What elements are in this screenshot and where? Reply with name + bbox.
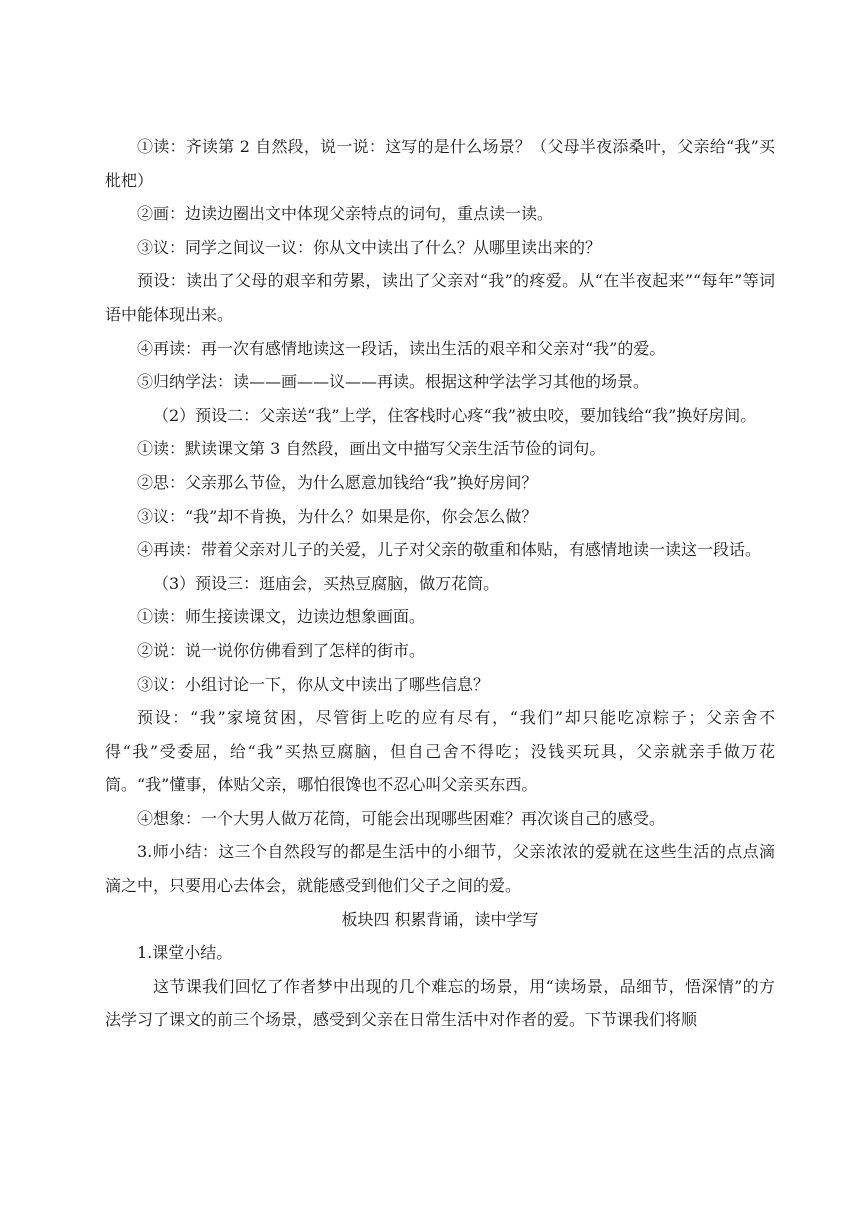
paragraph-teacher-summary: 3.师小结：这三个自然段写的都是生活中的小细节，父亲浓浓的爱就在这些生活的点点滴滴之中，只要用心去体会，就能感受到他们父子之间的爱。	[105, 842, 775, 896]
paragraph-discuss-2: ③议：“我”却不肯换，为什么？如果是你，你会怎么做？	[137, 506, 538, 526]
paragraph-discuss: ③议：同学之间议一议：你从文中读出了什么？从哪里读出来的？	[137, 237, 602, 257]
paragraph-preset-2: （2）预设二：父亲送“我”上学，住客栈时心疼“我”被虫咬，要加钱给“我”换好房间。	[153, 405, 757, 425]
paragraph-draw: ②画：边读边圈出文中体现父亲特点的词句，重点读一读。	[137, 204, 554, 224]
paragraph-read-scene-3: ①读：默读课文第 3 自然段，画出文中描写父亲生活节俭的词句。	[137, 439, 606, 459]
paragraph-imagine: ④想象：一个大男人做万花筒，可能会出现哪些困难？再次谈自己的感受。	[137, 808, 666, 828]
paragraph-preset-answer-3: 预设：“我”家境贫困，尽管街上吃的应有尽有，“我们”却只能吃凉粽子；父亲舍不得“我”受委屈，给“我”买热豆腐脑，但自己舍不得吃；没钱买玩具，父亲就亲手做万花筒。“我”懂事，体贴父亲，哪怕很馋也不忍心叫父亲买东西。	[105, 708, 775, 795]
paragraph-reread: ④再读：再一次有感情地读这一段话，读出生活的艰辛和父亲对“我”的爱。	[137, 338, 666, 358]
paragraph-lesson-recap: 这节课我们回忆了作者梦中出现的几个难忘的场景，用“读场景，品细节，悟深情”的方法学习了课文的前三个场景，感受到父亲在日常生活中对作者的爱。下节课我们将顺	[105, 976, 775, 1030]
paragraph-say: ②说：说一说你仿佛看到了怎样的街市。	[137, 640, 426, 660]
section-heading: 板块四 积累背诵，读中学写	[341, 909, 539, 929]
paragraph-read-scene-2: ①读：齐读第 2 自然段，说一说：这写的是什么场景？（父母半夜添桑叶，父亲给“我”买枇杷）	[105, 137, 775, 190]
paragraph-method-summary: ⑤归纳学法：读——画——议——再读。根据这种学法学习其他的场景。	[137, 372, 650, 392]
paragraph-class-summary: 1.课堂小结。	[137, 943, 233, 963]
paragraph-preset-3: （3）预设三：逛庙会，买热豆腐脑，做万花筒。	[153, 573, 500, 593]
document-body	[105, 130, 775, 1037]
paragraph-read-together: ①读：师生接读课文，边读边想象画面。	[137, 607, 426, 627]
paragraph-group-discuss: ③议：小组讨论一下，你从文中读出了哪些信息？	[137, 674, 490, 694]
paragraph-reread-2: ④再读：带着父亲对儿子的关爱，儿子对父亲的敬重和体贴，有感情地读一读这一段话。	[137, 540, 762, 560]
paragraph-think: ②思：父亲那么节俭，为什么愿意加钱给“我”换好房间？	[137, 472, 538, 492]
paragraph-preset-answer-1: 预设：读出了父母的艰辛和劳累，读出了父亲对“我”的疼爱。从“在半夜起来”“每年”等词语中能体现出来。	[105, 271, 775, 324]
